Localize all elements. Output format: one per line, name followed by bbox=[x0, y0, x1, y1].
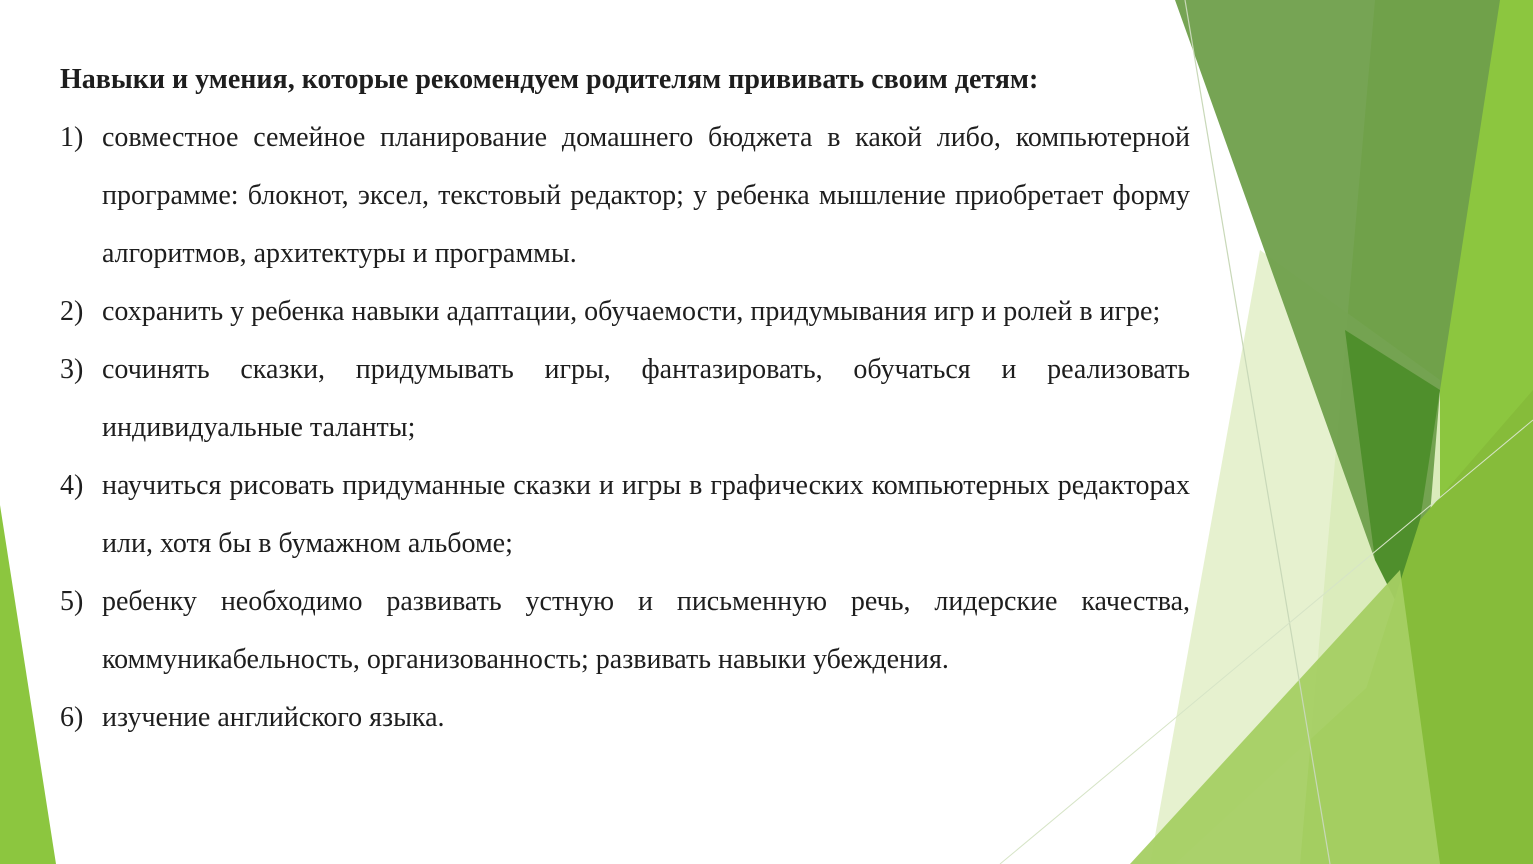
list-item-number: 5) bbox=[60, 586, 84, 617]
list-item-number: 4) bbox=[60, 470, 84, 501]
list-item-text: сохранить у ребенка навыки адаптации, обучаемости, придумывания игр и ролей в игре; bbox=[102, 296, 1161, 327]
list-item-number: 6) bbox=[60, 702, 84, 733]
decor-facet-left bbox=[0, 505, 56, 864]
list-item-number: 3) bbox=[60, 354, 84, 385]
list-item bbox=[60, 689, 1190, 747]
slide-content bbox=[60, 56, 1190, 747]
list-item-number: 1) bbox=[60, 122, 84, 153]
slide-heading: Навыки и умения, которые рекомендуем родителям прививать своим детям: bbox=[60, 64, 1039, 95]
list-item-text: научиться рисовать придуманные сказки и игры в графических компьютерных редакторах или, хотя бы в бумажном альбоме; bbox=[102, 470, 1190, 559]
list-item bbox=[60, 573, 1190, 689]
list-item-text: изучение английского языка. bbox=[102, 702, 445, 733]
list-item bbox=[60, 341, 1190, 457]
list-item bbox=[60, 457, 1190, 573]
list-item-text: совместное семейное планирование домашнего бюджета в какой либо, компьютерной программе: блокнот, эксел, текстовый редактор; у ребенка мышление приобретает форму алгоритмов, архитектуры и программы. bbox=[102, 122, 1190, 269]
list-item-text: сочинять сказки, придумывать игры, фантазировать, обучаться и реализовать индивидуальные таланты; bbox=[102, 354, 1190, 443]
list-item-text: ребенку необходимо развивать устную и письменную речь, лидерские качества, коммуникабельность, организованность; развивать навыки убеждения. bbox=[102, 586, 1190, 675]
list-item bbox=[60, 109, 1190, 283]
skills-list bbox=[60, 109, 1190, 747]
list-item-number: 2) bbox=[60, 296, 84, 327]
list-item bbox=[60, 283, 1190, 341]
